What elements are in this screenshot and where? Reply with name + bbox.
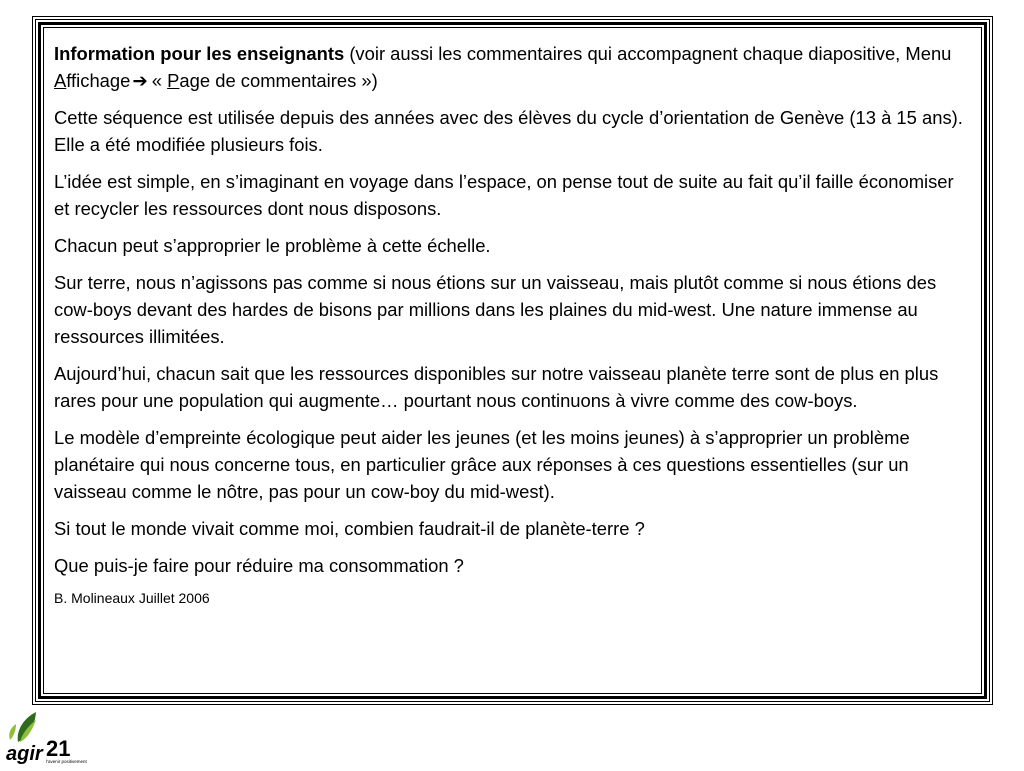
arrow-right-icon: ➔ (132, 70, 148, 91)
menu-affichage-mnemonic: A (54, 70, 67, 91)
paragraph-resources: Aujourd’hui, chacun sait que les ressources disponibles sur notre vaisseau planète terre sont de plus en plus rares pour une population qui augmente… pourtant nous continuons à vivre comme des cow-boys. (54, 363, 939, 411)
paragraph-sequence-usage: Cette séquence est utilisée depuis des années avec des élèves du cycle d’orientation de Genève (13 à 15 ans). Elle a été modifiée plusieurs fois. (54, 107, 963, 155)
paragraph-scale: Chacun peut s’approprier le problème à cette échelle. (54, 235, 491, 256)
menu-page-label: age de commentaires (179, 70, 357, 91)
question-planets: Si tout le monde vivait comme moi, combien faudrait-il de planète-terre ? (54, 518, 645, 539)
question-consumption: Que puis-je faire pour réduire ma consommation ? (54, 555, 464, 576)
menu-affichage-label: ffichage (66, 70, 131, 91)
document-frame (32, 16, 993, 705)
logo-number: 21 (46, 736, 71, 761)
leaf-logo-icon (2, 708, 102, 766)
document-content (43, 27, 982, 694)
intro-heading: Information pour les enseignants (54, 43, 345, 64)
logo-word: agir (6, 743, 43, 765)
menu-page-mnemonic: P (167, 70, 180, 91)
agir21-logo (2, 708, 102, 766)
intro-paragraph: Information pour les enseignants (voir aussi les commentaires qui accompagnent chaque diapositive, Menu Affichage ➔ « Page de commentaires ») (54, 40, 969, 94)
logo-tagline: l’avenir positivement (46, 759, 87, 764)
paragraph-cowboys: Sur terre, nous n’agissons pas comme si nous étions sur un vaisseau, mais plutôt comme si nous étions des cow-boys devant des hardes de bisons par millions dans les plaines du mid-west. Une nature immense au ressources illimitées. (54, 272, 937, 347)
paragraph-ecological-footprint: Le modèle d’empreinte écologique peut aider les jeunes (et les moins jeunes) à s’approprier un problème planétaire qui nous concerne tous, en particulier grâce aux réponses à ces questions essentielles (sur un vaisseau comme le nôtre, pas pour un cow-boy du mid-west). (54, 427, 910, 502)
paragraph-space-idea: L’idée est simple, en s’imaginant en voyage dans l’espace, on pense tout de suite au fait qu’il faille économiser et recycler les ressources dont nous disposons. (54, 171, 954, 219)
author-signature: B. Molineaux Juillet 2006 (54, 590, 210, 606)
